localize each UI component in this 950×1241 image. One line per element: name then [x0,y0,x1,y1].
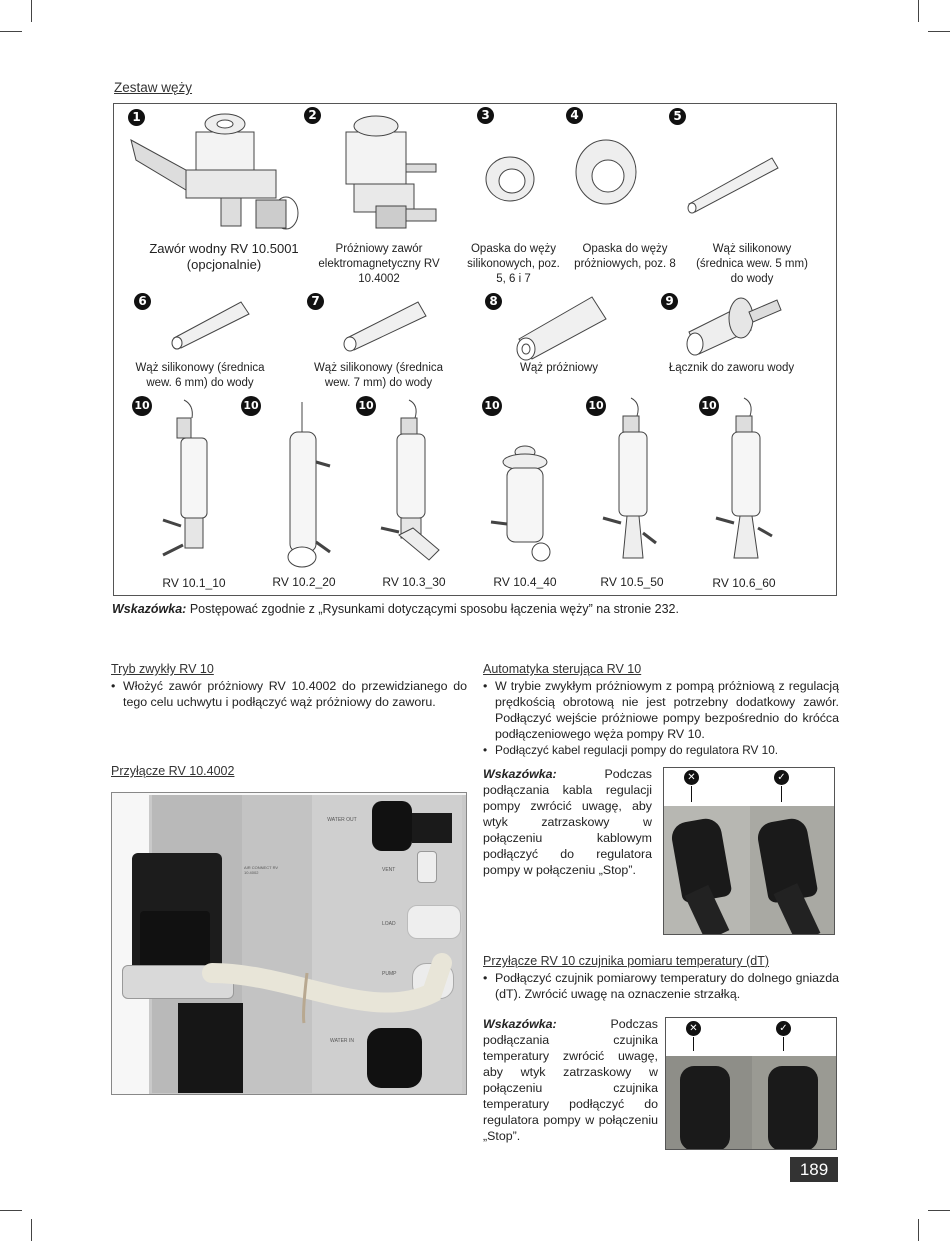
item-number: 4 [566,107,583,124]
plug-photo-2 [665,1017,837,1150]
item-number: 3 [477,107,494,124]
automation-text: • W trybie zwykłym próżniowym z pompą próżniową z regulacją prędkością obrotową nie jest potrzebny dodatkowy zawór. Podłączyć wejście próżniowe pompy bezpośrednio do króćca podłączeniowego węża pompy RV 10. • Podłączyć kabel regulacji pompy do regulatora RV 10. [483,678,839,758]
device-photo [111,792,467,1095]
item-number: 2 [304,107,321,124]
cooler-caption: RV 10.3_30 [382,575,446,589]
note-label: Wskazówka: [112,602,187,616]
crop-mark [928,1210,950,1211]
crop-mark [918,0,919,22]
cooler-drawing [159,400,209,570]
panel-label: LOAD [382,921,396,927]
panel-label: PUMP [382,971,397,977]
panel-label: VENT [382,867,396,873]
panel-label: WATER OUT [327,817,357,823]
item-caption: Wąż próżniowy [520,362,598,374]
item-number: 8 [485,293,502,310]
silicone-hose-7-drawing [342,296,432,351]
vacuum-clamp-drawing [574,136,644,211]
silicone-hose-6-drawing [169,296,254,351]
item-caption: Opaska do węży próżniowych, poz. 8 [574,243,676,270]
item-caption: Zawór wodny RV 10.5001 (opcjonalnie) [149,241,299,272]
hint-1: Wskazówka: Podczas podłączania kabla regulacji pompy zwrócić uwagę, aby wtyk zatrzaskowy w połączeniu kablowym podłączyć do regulatora pompy w połączeniu „Stop”. [483,767,652,877]
item-caption: Wąż silikonowy (średnica wew. 5 mm) do wody [696,243,808,285]
item-caption: Wąż silikonowy (średnica wew. 7 mm) do wody [313,362,444,389]
note-top [112,602,842,616]
item-number: 10 [132,396,152,416]
item-number: 1 [128,109,145,126]
cooler-caption: RV 10.6_60 [712,576,776,590]
crop-mark [31,0,32,22]
vacuum-valve-drawing [324,114,464,244]
mode-text: • Włożyć zawór próżniowy RV 10.4002 do przewidzianego do tego celu uchwytu i podłączyć wąż próżniowy do zaworu. [111,678,467,710]
cooler-drawing [274,402,334,572]
item-caption: Wąż silikonowy (średnica wew. 6 mm) do wody [135,362,265,389]
hint-2: Wskazówka: Podczas podłączania czujnika temperatury zwrócić uwagę, aby wtyk zatrzaskowy w połączeniu czujnika temperatury podłączyć do regulatora pompy w połączeniu „Stop”. [483,1017,658,1143]
item-number: 10 [586,396,606,416]
panel-label: WATER IN [330,1038,354,1044]
plug-photo-1 [663,767,835,935]
silicone-clamp-drawing [482,149,542,209]
cooler-caption: RV 10.2_20 [272,575,336,589]
section-title: Zestaw węży [114,80,193,95]
item-number: 5 [669,108,686,125]
connection-title: Przyłącze RV 10.4002 [111,764,235,778]
wrong-icon: ✕ [686,1021,701,1036]
water-connector-drawing [679,292,789,362]
item-caption: Opaska do węży silikonowych, poz. 5, 6 i 7 [467,243,560,285]
crop-mark [918,1219,919,1241]
item-caption: Próżniowy zawór elektromagnetyczny RV 10.4002 [318,243,440,285]
item-number: 10 [699,396,719,416]
item-number: 7 [307,293,324,310]
vacuum-hose-photo [192,913,452,1033]
item-caption: Łącznik do zaworu wody [668,362,795,374]
cooler-drawing [601,398,671,573]
note-text: Postępować zgodnie z „Rysunkami dotyczącymi sposobu łączenia węży” na stronie 232. [189,602,679,616]
item-number: 10 [241,396,261,416]
cooler-caption: RV 10.4_40 [493,575,557,589]
item-number: 9 [661,293,678,310]
cooler-caption: RV 10.5_50 [600,575,664,589]
crop-mark [928,31,950,32]
correct-icon: ✓ [774,770,789,785]
cooler-drawing [379,400,449,575]
item-number: 10 [482,396,502,416]
crop-mark [0,31,22,32]
crop-mark [31,1219,32,1241]
hose-kit-figure [113,103,837,596]
wrong-icon: ✕ [684,770,699,785]
vacuum-hose-drawing [514,289,614,359]
silicone-hose-5-drawing [684,152,784,214]
cooler-drawing [489,444,559,574]
temperature-title: Przyłącze RV 10 czujnika pomiaru temperatury (dT) [483,954,769,968]
cooler-drawing [714,398,784,573]
automation-title: Automatyka sterująca RV 10 [483,662,642,676]
cooler-caption: RV 10.1_10 [162,576,226,590]
panel-label: AIR CONNECT RV 10.4002 [244,865,279,875]
page-number: 189 [790,1157,838,1182]
crop-mark [0,1210,22,1211]
correct-icon: ✓ [776,1021,791,1036]
item-number: 6 [134,293,151,310]
water-valve-drawing [126,110,306,240]
temperature-text: • Podłączyć czujnik pomiarowy temperatury do dolnego gniazda (dT). Zwrócić uwagę na oznaczenie strzałką. [483,970,839,1002]
mode-title: Tryb zwykły RV 10 [111,662,214,676]
item-number: 10 [356,396,376,416]
